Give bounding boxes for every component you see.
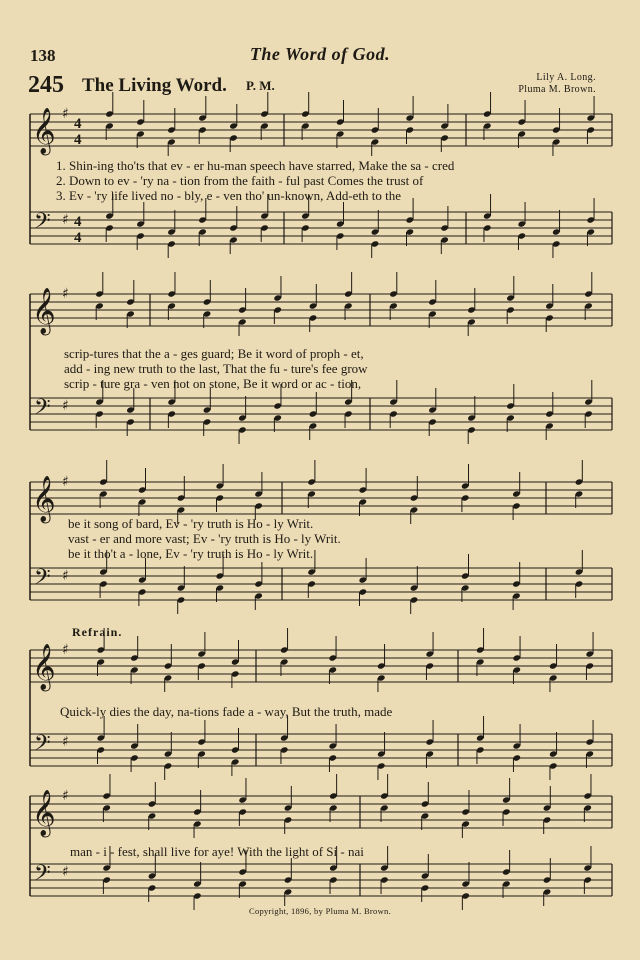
lyric-line: be it tho't a - lone, Ev - 'ry truth is Ho - ly Writ. — [68, 546, 314, 561]
copyright-notice: Copyright, 1896, by Pluma M. Brown. — [248, 906, 392, 916]
time-signature: 4 — [74, 214, 82, 230]
lyric-line: be it song of bard, Ev - 'ry truth is Ho - ly Writ. — [68, 516, 314, 531]
sharp-icon: ♯ — [62, 788, 69, 804]
sharp-icon: ♯ — [62, 212, 69, 228]
hymn-number: 245 — [28, 72, 64, 98]
author-name: Lily A. Long. — [536, 72, 596, 83]
time-signature: 4 — [74, 132, 82, 148]
bass-clef-icon: 𝄢 — [34, 209, 51, 239]
lyric-line: Quick-ly dies the day, na-tions fade a - way, But the truth, made — [60, 704, 393, 719]
sharp-icon: ♯ — [62, 734, 69, 750]
lyric-line: man - i - fest, shall live for aye! With the light of Si - nai — [70, 844, 364, 859]
refrain-label: Refrain. — [72, 625, 123, 639]
treble-clef-icon: 𝄞 — [32, 108, 56, 154]
bass-clef-icon: 𝄢 — [34, 731, 51, 761]
lyric-line: vast - er and more vast; Ev - 'ry truth is Ho - ly Writ. — [68, 531, 341, 546]
sharp-icon: ♯ — [62, 286, 69, 302]
lyric-line: scrip - ture gra - ven not on stone, Be it word or ac - tion, — [64, 376, 362, 391]
sharp-icon: ♯ — [62, 106, 69, 122]
lyric-line: add - ing new truth to the last, That the fu - ture's fee grow — [64, 361, 368, 376]
hymn-title: The Living Word. — [82, 75, 227, 96]
page-number: 138 — [30, 46, 56, 65]
lyric-line: scrip-tures that the a - ges guard; Be it word of proph - et, — [64, 346, 364, 361]
hymn-meter: P. M. — [246, 78, 275, 93]
treble-clef-icon: 𝄞 — [32, 790, 56, 836]
sharp-icon: ♯ — [62, 568, 69, 584]
treble-clef-icon: 𝄞 — [32, 644, 56, 690]
lyric-line: 2. Down to ev - 'ry na - tion from the faith - ful past Comes the trust of — [56, 173, 424, 188]
treble-clef-icon: 𝄞 — [32, 476, 56, 522]
sharp-icon: ♯ — [62, 398, 69, 414]
treble-clef-icon: 𝄞 — [32, 288, 56, 334]
time-signature: 4 — [74, 116, 82, 132]
lyric-line: 1. Shin-ing tho'ts that ev - er hu-man speech have starred, Make the sa - cred — [56, 158, 455, 173]
running-header: The Word of God. — [249, 44, 391, 64]
bass-clef-icon: 𝄢 — [34, 395, 51, 425]
sharp-icon: ♯ — [62, 474, 69, 490]
bass-clef-icon: 𝄢 — [34, 565, 51, 595]
bass-clef-icon: 𝄢 — [34, 861, 51, 891]
composer-name: Pluma M. Brown. — [518, 84, 596, 95]
sharp-icon: ♯ — [62, 642, 69, 658]
lyric-line: 3. Ev - 'ry life lived no - bly, e - ven tho' un-known, Add-eth to the — [56, 188, 402, 203]
sharp-icon: ♯ — [62, 864, 69, 880]
time-signature: 4 — [74, 230, 82, 246]
